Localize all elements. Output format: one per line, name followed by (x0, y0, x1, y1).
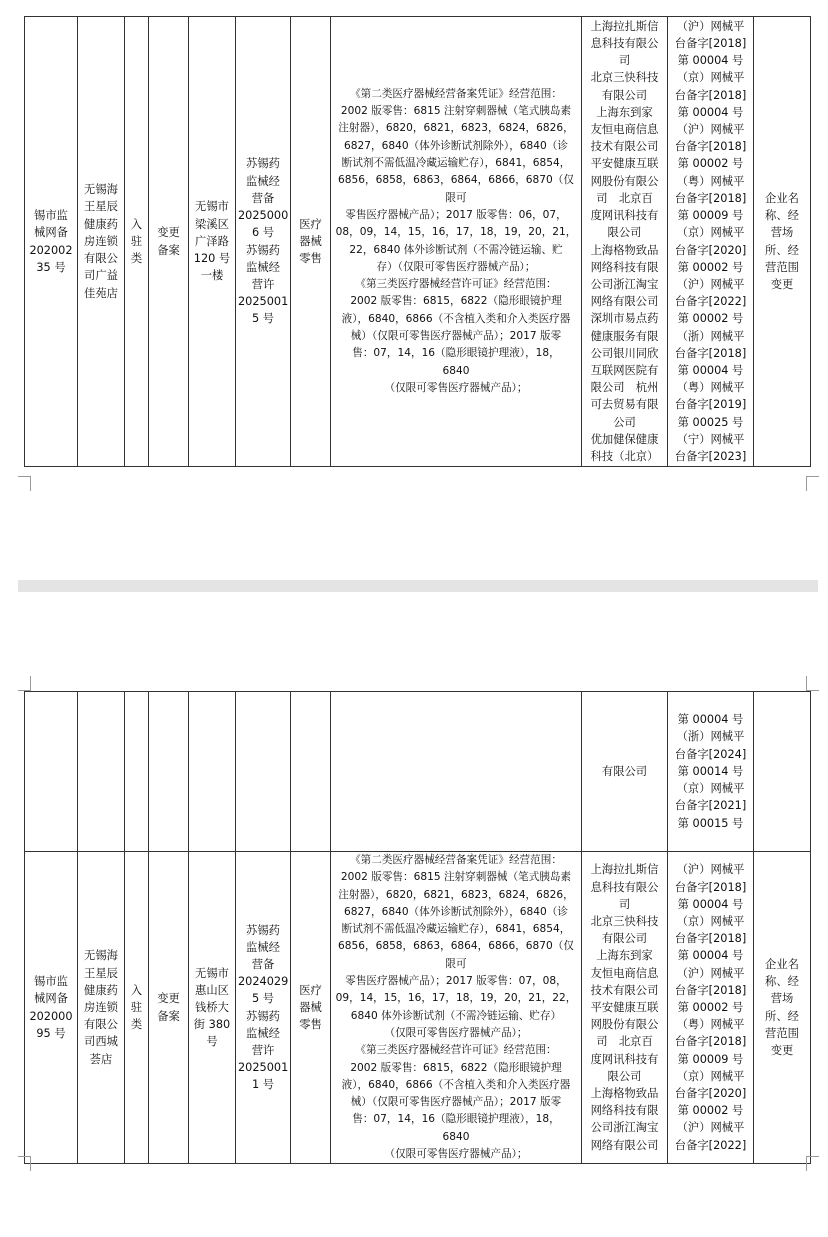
platforms-line: 公司浙江淘宝 (590, 277, 659, 291)
remarks-line: 变更 (770, 277, 794, 291)
scope-line: 2002 版零售：6815，6822（隐形眼镜护理 (350, 1061, 562, 1074)
platforms-line: 友恒电商信息 (590, 123, 659, 137)
record-no-line: 35 号 (36, 260, 66, 274)
platforms-line: 北京三快科技 (590, 71, 659, 85)
platform-records-line: 第 00009 号 (677, 209, 744, 223)
platform-records-line: 第 00004 号 (677, 105, 744, 119)
platforms-line: 公司银川同欣 (590, 346, 659, 360)
scope-cell (331, 852, 582, 1164)
scope-line: （仅限可零售医疗器械产品）； (384, 1026, 528, 1039)
platform-records-line: 第 00004 号 (677, 949, 744, 963)
licenses-line: 营许 (251, 277, 275, 291)
scope-line: 注射器），6820，6821，6823，6824，6826， (338, 122, 574, 135)
platform-records-line: 第 00002 号 (677, 1001, 744, 1015)
record-no-line: 202000 (29, 1009, 73, 1023)
platform-records-line: （京）网械平 (676, 782, 745, 796)
address-line: 广泽路 (195, 234, 229, 248)
mode-line: 入 (130, 217, 143, 231)
record-no-line: 械网备 (34, 226, 68, 240)
platforms-line: 健康服务有限 (590, 329, 659, 343)
scope-line: 液），6840，6866（不含植入类和介入类医疗器 (341, 1078, 571, 1091)
change-type-line: 备案 (157, 243, 180, 257)
platforms-line: 上海拉扎斯信 (590, 19, 659, 33)
company-line: 王星辰 (84, 966, 118, 980)
scope-line: 液），6840，6866（不含植入类和介入类医疗器 (341, 312, 571, 325)
company-line: 有限公 (84, 252, 118, 266)
company-line: 房连锁 (84, 1001, 118, 1015)
licenses-line: 5 号 (251, 992, 275, 1006)
platform-records-line: 第 00004 号 (677, 54, 744, 68)
platform-records-line: 第 00002 号 (677, 1104, 744, 1118)
change-type-cell (149, 852, 189, 1164)
category-line: 器械 (299, 234, 322, 248)
platforms-line: 互联网医院有 (590, 363, 659, 377)
company-line: 荟店 (89, 1052, 113, 1066)
licenses-line: 苏锡药 (246, 923, 280, 937)
platform-records-line: 第 00009 号 (677, 1052, 744, 1066)
company-line: 健康药 (84, 217, 118, 231)
platforms-line: 技术有限公司 (590, 983, 659, 997)
licenses-line: 苏锡药 (246, 1009, 280, 1023)
company-cell (78, 852, 125, 1164)
platform-records-line: 台备字[2022] (674, 1138, 747, 1152)
mode-cell (125, 17, 149, 467)
company-cell (78, 17, 125, 467)
platforms-line: 息科技有限公 (590, 880, 659, 894)
mode-line: 驻 (130, 234, 143, 248)
scope-line: 零售医疗器械产品）；2017 版零售：06，07， (345, 208, 567, 221)
scope-line: 6840 (442, 1130, 470, 1143)
platforms-line: 友恒电商信息 (590, 966, 659, 980)
platform-records-line: 台备字[2024] (674, 747, 747, 761)
scope-line: 08，09，14，15，16，17，18，19，20，21， (335, 226, 577, 239)
mode-line: 类 (130, 252, 143, 266)
scope-line: 械）（仅限可零售医疗器械产品）；2017 版零 (350, 329, 562, 342)
platform-records-line: 第 00014 号 (677, 764, 744, 778)
platforms-line: 有限公司 (601, 932, 648, 946)
scope-line: 2002 版零售：6815，6822（隐形眼镜护理 (350, 295, 562, 308)
platform-records-line: 第 00002 号 (677, 260, 744, 274)
licenses-line: 2025001 (238, 1061, 289, 1075)
address-line: 钱桥大 (195, 1001, 229, 1015)
remarks-line: 所、经 (765, 1009, 799, 1023)
scope-line: 《第三类医疗器械经营许可证》经营范围： (355, 278, 557, 291)
company-line: 司广益 (84, 269, 118, 283)
platform-records-line: （沪）网械平 (676, 966, 745, 980)
platforms-line: 限公司 (607, 226, 642, 240)
table-row (25, 17, 811, 467)
mode-line: 类 (130, 1018, 143, 1032)
company-line: 有限公 (84, 1018, 118, 1032)
licenses-line: 苏锡药 (246, 157, 280, 171)
platforms-line: 司 北京百 (596, 1035, 653, 1049)
licenses-line: 苏锡药 (246, 243, 280, 257)
platform-records-line: 第 00004 号 (677, 897, 744, 911)
platforms-line: 网股份有限公 (590, 174, 659, 188)
corner-mark (18, 676, 31, 691)
platform-records-line: （粤）网械平 (676, 381, 745, 395)
licenses-line: 6 号 (251, 226, 275, 240)
scope-line: 《第二类医疗器械经营备案凭证》经营范围： (350, 87, 562, 100)
platform-records-line: 台备字[2018] (674, 983, 747, 997)
platforms-line: 优加健保健康 (590, 432, 659, 446)
scope-line: 6856，6858，6863，6864，6866，6870（仅限可 (338, 940, 574, 970)
platform-records-line: （浙）网械平 (676, 329, 745, 343)
licenses-line: 营许 (251, 1044, 275, 1058)
licenses-line: 2025000 (238, 209, 289, 223)
address-cell (189, 852, 236, 1164)
platforms-line: 科技（北京） (590, 449, 659, 463)
address-cell (189, 17, 236, 467)
platform-records-line: （京）网械平 (676, 915, 745, 929)
scope-line: 售：07，14，16（隐形眼镜护理液），18， (352, 347, 560, 360)
platform-records-line: （沪）网械平 (676, 19, 745, 33)
address-line: 无锡市 (195, 200, 229, 214)
record-no-line: 202002 (29, 243, 73, 257)
platforms-line: 上海东到家 (596, 105, 653, 119)
company-line: 佳苑店 (84, 286, 118, 300)
platform-records-line: 第 00025 号 (677, 415, 744, 429)
scope-line: 存）（仅限可零售医疗器械产品）； (376, 260, 536, 273)
platforms-line: 可去贸易有限 (590, 398, 659, 412)
platforms-line: 司 (618, 54, 631, 68)
company-line: 王星辰 (84, 200, 118, 214)
record-no-cell (25, 852, 78, 1164)
platform-records-line: 台备字[2018] (674, 191, 747, 205)
platforms-line: 司 北京百 (596, 191, 653, 205)
scope-line: 《第二类医疗器械经营备案凭证》经营范围： (350, 854, 562, 866)
mode-line: 入 (130, 983, 143, 997)
remarks-line: 营场 (770, 992, 794, 1006)
company-line: 健康药 (84, 983, 118, 997)
platforms-line: 北京三快科技 (590, 915, 659, 929)
remarks-line: 所、经 (765, 243, 799, 257)
remarks-line: 企业名 (765, 958, 799, 972)
category-cell (291, 17, 331, 467)
platform-cell (582, 852, 668, 1164)
platform-records-line: （宁）网械平 (676, 432, 745, 446)
scope-line: 6827，6840（体外诊断试剂除外），6840（诊 (344, 139, 568, 152)
mode-line: 驻 (130, 1001, 143, 1015)
company-line: 无锡海 (84, 183, 118, 197)
license-cell (236, 17, 291, 467)
address-line: 120 号 (193, 252, 231, 266)
category-line: 医疗 (299, 983, 322, 997)
platforms-line: 网络科技有限 (590, 1104, 659, 1118)
platforms-line: 网络有限公司 (590, 295, 659, 309)
platform-records-line: （沪）网械平 (676, 277, 745, 291)
platform-records-line: （粤）网械平 (676, 1018, 745, 1032)
scope-line: 6827，6840（体外诊断试剂除外），6840（诊 (344, 905, 568, 918)
platforms-line: 网股份有限公 (590, 1018, 659, 1032)
scope-cell (331, 17, 582, 467)
platform-record-cell (668, 852, 754, 1164)
platform-records-line: 第 00002 号 (677, 312, 744, 326)
scope-line: 零售医疗器械产品）；2017 版零售：07，08， (345, 975, 567, 988)
platform-records-line: 第 00002 号 (677, 157, 744, 171)
platform-records-line: （沪）网械平 (676, 863, 745, 877)
platform-cell (582, 692, 668, 852)
remarks-line: 营范围 (765, 1026, 799, 1040)
platforms-line: 上海格物致品 (590, 1087, 659, 1101)
corner-mark (18, 476, 31, 491)
platforms-line: 有限公司 (601, 88, 648, 102)
change-type-cell (149, 17, 189, 467)
remarks-cell (754, 17, 811, 467)
platform-cell (582, 17, 668, 467)
table-row (25, 692, 811, 852)
remarks-line: 变更 (770, 1044, 794, 1058)
platforms-line: 限公司 (607, 1069, 642, 1083)
address-line: 无锡市 (195, 966, 229, 980)
category-line: 零售 (299, 252, 322, 266)
record-table-page1 (24, 16, 811, 467)
platforms-line: 有限公司 (601, 764, 648, 778)
company-line: 无锡海 (84, 949, 118, 963)
licenses-line: 监械经 (246, 260, 280, 274)
category-cell (291, 852, 331, 1164)
address-line: 惠山区 (195, 983, 229, 997)
scope-line: 22，6840 体外诊断试剂（不需冷链运输、贮 (349, 243, 563, 256)
change-type-line: 变更 (157, 992, 180, 1006)
scope-line: （仅限可零售医疗器械产品）； (384, 1148, 528, 1161)
corner-mark (806, 476, 819, 491)
platform-record-cell (668, 17, 754, 467)
corner-mark (18, 1156, 31, 1171)
platform-records-line: 台备字[2018] (674, 880, 747, 894)
mode-cell (125, 852, 149, 1164)
platform-records-line: 台备字[2018] (674, 1035, 747, 1049)
remarks-line: 营范围 (765, 260, 799, 274)
licenses-line: 营备 (251, 958, 275, 972)
address-line: 街 380 (193, 1018, 231, 1032)
scope-line: 09，14，15，16，17，18，19，20，21，22， (335, 992, 577, 1005)
scope-line: 械）（仅限可零售医疗器械产品）；2017 版零 (350, 1096, 562, 1109)
change-type-line: 备案 (157, 1009, 180, 1023)
corner-mark (806, 1156, 819, 1171)
platform-records-line: （京）网械平 (676, 226, 745, 240)
platform-records-line: （京）网械平 (676, 71, 745, 85)
license-cell (236, 852, 291, 1164)
platforms-line: 深圳市易点药 (590, 312, 659, 326)
address-line: 一楼 (200, 269, 224, 283)
platforms-line: 司 (618, 897, 631, 911)
record-no-line: 械网备 (34, 992, 68, 1006)
remarks-line: 称、经 (765, 209, 799, 223)
change-type-line: 变更 (157, 226, 180, 240)
category-line: 医疗 (299, 217, 322, 231)
licenses-line: 5 号 (251, 312, 275, 326)
platform-records-line: （京）网械平 (676, 1069, 745, 1083)
platforms-line: 网络科技有限 (590, 260, 659, 274)
platforms-line: 上海格物致品 (590, 243, 659, 257)
platform-records-line: 第 00015 号 (677, 816, 744, 830)
platforms-line: 网络有限公司 (590, 1138, 659, 1152)
platforms-line: 上海拉扎斯信 (590, 863, 659, 877)
scope-line: 断试剂不需低温冷藏运输贮存），6841，6854， (341, 923, 571, 936)
platform-records-line: 台备字[2018] (674, 346, 747, 360)
platforms-line: 平安健康互联 (590, 157, 659, 171)
platform-records-line: 台备字[2018] (674, 932, 747, 946)
platform-records-line: 第 00004 号 (677, 713, 744, 727)
scope-line: 6840 体外诊断试剂（不需冷链运输、贮存） (350, 1009, 562, 1022)
page-gap (18, 580, 818, 592)
platforms-line: 度网讯科技有 (590, 209, 659, 223)
scope-line: 断试剂不需低温冷藏运输贮存），6841，6854， (341, 157, 571, 170)
scope-line: 《第三类医疗器械经营许可证》经营范围： (355, 1044, 557, 1057)
platform-records-line: 台备字[2018] (674, 88, 747, 102)
platforms-line: 上海东到家 (596, 949, 653, 963)
scope-line: 6856，6858，6863，6864，6866，6870（仅限可 (338, 174, 574, 204)
record-no-cell (25, 17, 78, 467)
platforms-line: 公司浙江淘宝 (590, 1121, 659, 1135)
record-table-page2 (24, 691, 811, 1164)
address-line: 梁溪区 (195, 217, 229, 231)
remarks-line: 企业名 (765, 191, 799, 205)
remarks-line: 称、经 (765, 975, 799, 989)
licenses-line: 1 号 (251, 1078, 275, 1092)
platforms-line: 公司 (613, 415, 636, 429)
scope-line: 6840 (442, 364, 470, 377)
record-no-line: 锡市监 (34, 975, 68, 989)
licenses-line: 监械经 (246, 174, 280, 188)
scope-line: 2002 版零售：6815 注射穿刺器械（笔式胰岛素 (340, 871, 572, 884)
platform-records-line: （沪）网械平 (676, 123, 745, 137)
licenses-line: 营备 (251, 191, 275, 205)
scope-line: 售：07，14，16（隐形眼镜护理液），18， (352, 1113, 560, 1126)
platform-record-cell (668, 692, 754, 852)
category-line: 器械 (299, 1001, 322, 1015)
platform-records-line: 台备字[2023] (674, 449, 747, 463)
record-no-line: 95 号 (36, 1026, 66, 1040)
remarks-cell (754, 852, 811, 1164)
corner-mark (806, 676, 819, 691)
platform-records-line: （沪）网械平 (676, 1121, 745, 1135)
licenses-line: 2025001 (238, 295, 289, 309)
platform-records-line: 台备字[2018] (674, 140, 747, 154)
scope-line: 2002 版零售：6815 注射穿刺器械（笔式胰岛素 (340, 105, 572, 118)
licenses-line: 监械经 (246, 1026, 280, 1040)
remarks-line: 营场 (770, 226, 794, 240)
platform-records-line: 第 00004 号 (677, 363, 744, 377)
platforms-line: 息科技有限公 (590, 37, 659, 51)
platform-records-line: 台备字[2020] (674, 243, 747, 257)
platforms-line: 技术有限公司 (590, 140, 659, 154)
scope-line: 注射器），6820，6821，6823，6824，6826， (338, 888, 574, 901)
platform-records-line: 台备字[2019] (674, 398, 747, 412)
company-line: 房连锁 (84, 234, 118, 248)
platforms-line: 平安健康互联 (590, 1001, 659, 1015)
category-line: 零售 (299, 1018, 322, 1032)
table-row (25, 852, 811, 1164)
licenses-line: 监械经 (246, 940, 280, 954)
platforms-line: 度网讯科技有 (590, 1052, 659, 1066)
platform-records-line: 台备字[2022] (674, 295, 747, 309)
platforms-line: 限公司 杭州 (590, 381, 659, 395)
platform-records-line: （浙）网械平 (676, 730, 745, 744)
platform-records-line: 台备字[2018] (674, 37, 747, 51)
scope-line: （仅限可零售医疗器械产品）； (384, 381, 528, 394)
company-line: 司西城 (84, 1035, 118, 1049)
licenses-line: 2024029 (238, 975, 289, 989)
platform-records-line: （粤）网械平 (676, 174, 745, 188)
platform-records-line: 台备字[2020] (674, 1087, 747, 1101)
platform-records-line: 台备字[2021] (674, 799, 747, 813)
record-no-line: 锡市监 (34, 209, 68, 223)
address-line: 号 (206, 1035, 218, 1049)
